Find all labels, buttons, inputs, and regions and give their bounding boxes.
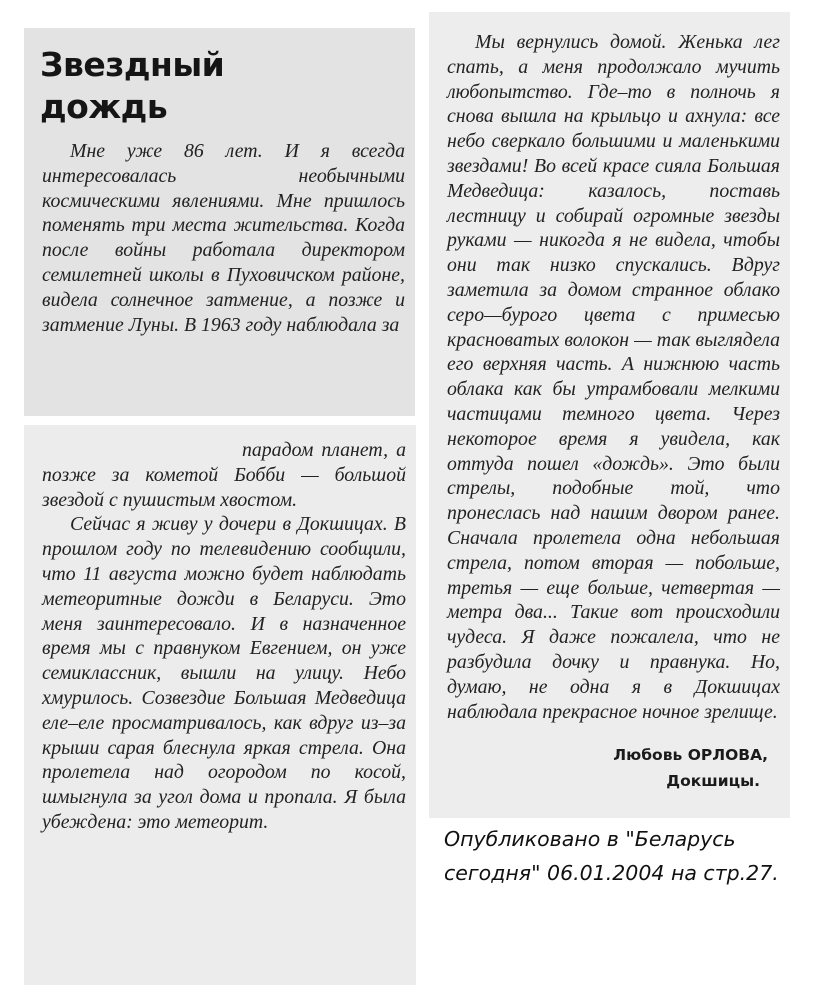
headline-line-2: дождь — [40, 87, 168, 126]
author-signature: Любовь ОРЛОВА, — [613, 746, 768, 764]
clipping-top-left — [24, 28, 415, 416]
paragraph-meteor: Сейчас я живу у дочери в Докшицах. В прошлом году по телевидению сообщили, что 11 августа можно будет наблюдать метеоритные дожди в Беларуси. Это меня заинтересовало. И в назначенное время мы с правнуком Евгением, он уже семиклассник, вышли на улицу. Небо хмурилось. Созвездие Большая Медведица еле–еле просматривалось, как вдруг из–за крыши сарая блеснула яркая стрела. Она пролетела над огородом по косой, шмыгнула за угол дома и пропала. Я была убеждена: это метеорит. — [42, 513, 406, 833]
paragraph-night-sky: Мы вернулись домой. Женька лег спать, а меня продолжало мучить любопытство. Где–то в полночь я снова вышла на крыльцо и ахнула: все небо сверкало большими и маленькими звездами! Во всей красе сияла Большая Медведица: казалось, поставь лестницу и собирай огромные звезды руками — никогда я не видела, чтобы они так низко спускались. Вдруг заметила за домом странное облако серо—бурого цвета с примесью красноватых волокон — так выглядела его верхняя часть. А нижнюю часть облака как бы утрамбовали мелкими частицами темного цвета. Через некоторое время я увидела, как оттуда пошел «дождь». Это были стрелы, подобные той, что пронеслась над нашим двором ранее. Сначала пролетела одна небольшая стрела, потом вторая — побольше, третья — еще больше, четвертая — метра два... Такие вот происходили чудеса. Я даже пожалела, что не разбудила дочку и правнука. Но, думаю, не одна я в Докшицах наблюдала прекрасное ночное зрелище. — [447, 31, 780, 723]
publication-note — [444, 822, 824, 890]
clipping-bottom-left — [24, 425, 416, 985]
paragraph-continuation: парадом планет, а позже за кометой Бобби — большой звездой с пушистым хвостом. — [42, 439, 406, 511]
article-column-3 — [447, 30, 780, 724]
publication-note-line-2: сегодня" 06.01.2004 на стр.27. — [444, 861, 779, 885]
author-location: Докшицы. — [666, 772, 760, 790]
paragraph-intro: Мне уже 86 лет. И я всегда интересовалась необычными космическими явлениями. Мне пришлось поменять три места жительства. Когда после войны работала директором семилетней школы в Пуховичском районе, видела солнечное затмение, а позже и затмение Луны. В 1963 году наблюдала за — [42, 140, 405, 336]
headline-line-1: Звездный — [40, 45, 225, 84]
article-headline — [40, 44, 224, 128]
article-column-1 — [42, 139, 405, 337]
article-column-2 — [42, 438, 406, 835]
publication-note-line-1: Опубликовано в "Беларусь — [444, 827, 736, 851]
clipping-right — [429, 12, 790, 818]
